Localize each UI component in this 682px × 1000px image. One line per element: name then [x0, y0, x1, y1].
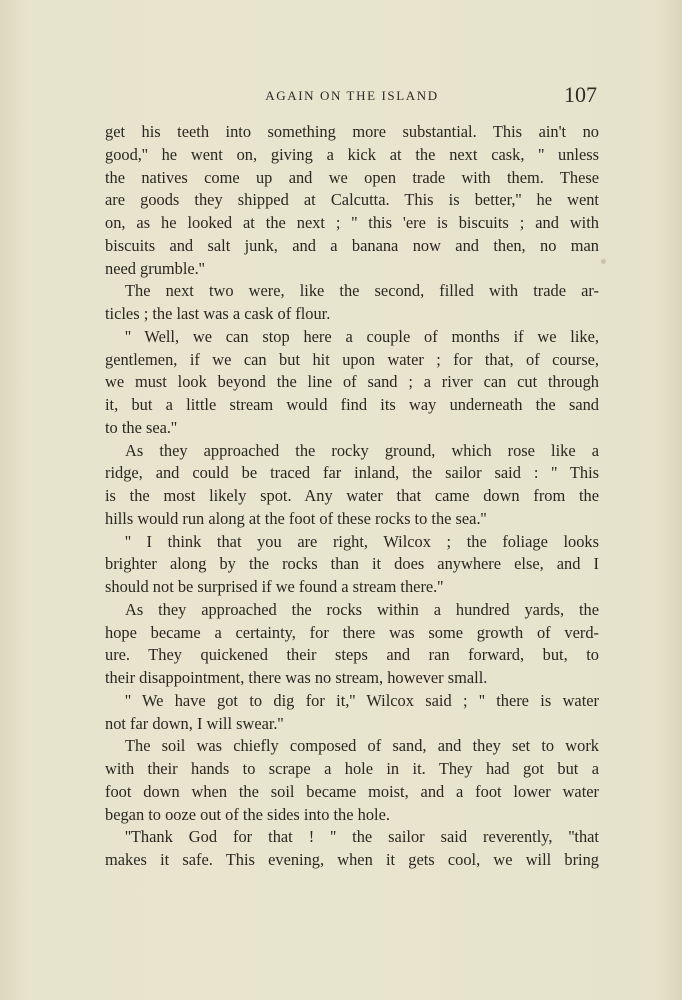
text-line: gentlemen, if we can but hit upon water ; for that, of course, [105, 349, 599, 369]
text-line: The soil was chiefly composed of sand, and they set to work [125, 736, 599, 756]
text-line: '' We have got to dig for it,'' Wilcox said ; '' there is water [125, 690, 599, 710]
text-line: on, as he looked at the next ; '' this 'ere is biscuits ; and with [105, 213, 599, 232]
text-line: with their hands to scrape a hole in it. They had got but a [105, 759, 599, 778]
text-line: ''Thank God for that ! '' the sailor said reverently, ''that [125, 827, 599, 847]
text-line: the natives come up and we open trade with them. These [105, 167, 599, 187]
text-line: to the sea.'' [105, 417, 177, 437]
text-line: good,'' he went on, giving a kick at the next cask, '' unless [105, 144, 599, 164]
text-line: get his teeth into something more substantial. This ain't no [105, 122, 599, 141]
running-head: AGAIN ON THE ISLAND [265, 88, 439, 103]
text-line: brighter along by the rocks than it does anywhere else, and I [105, 554, 599, 574]
text-line: As they approached the rocks within a hundred yards, the [125, 599, 599, 619]
text-line: As they approached the rocky ground, which rose like a [125, 440, 599, 460]
text-line: began to ooze out of the sides into the hole. [105, 804, 390, 824]
text-line: not far down, I will swear.'' [105, 713, 284, 733]
text-line: it, but a little stream would find its way underneath the sand [105, 395, 599, 414]
text-line: should not be surprised if we found a stream there.'' [105, 577, 444, 596]
text-line: their disappointment, there was no stream, however small. [105, 668, 488, 687]
text-line: is the most likely spot. Any water that came down from the [105, 486, 599, 505]
text-line: ridge, and could be traced far inland, the sailor said : '' This [105, 463, 599, 483]
text-line: foot down when the soil became moist, and a foot lower water [105, 781, 599, 801]
text-line: we must look beyond the line of sand ; a river can cut through [105, 372, 599, 392]
text-line: The next two were, like the second, filled with trade ar- [125, 281, 599, 301]
text-line: ure. They quickened their steps and ran forward, but, to [105, 645, 599, 665]
page-number: 107 [564, 82, 597, 107]
body-text [105, 121, 599, 872]
text-line: makes it safe. This evening, when it gets cool, we will bring [105, 850, 599, 869]
text-line: hills would run along at the foot of these rocks to the sea.'' [105, 508, 487, 528]
text-line: hope became a certainty, for there was some growth of verd- [105, 622, 599, 642]
text-line: need grumble.'' [105, 258, 205, 278]
page-header [105, 82, 599, 112]
text-line: are goods they shipped at Calcutta. This is better,'' he went [105, 190, 599, 210]
paper-speck [601, 259, 606, 264]
text-line: '' I think that you are right, Wilcox ; the foliage looks [125, 531, 599, 551]
text-line: '' Well, we can stop here a couple of months if we like, [125, 326, 599, 346]
text-line: biscuits and salt junk, and a banana now and then, no man [105, 235, 599, 255]
text-line: ticles ; the last was a cask of flour. [105, 304, 331, 323]
